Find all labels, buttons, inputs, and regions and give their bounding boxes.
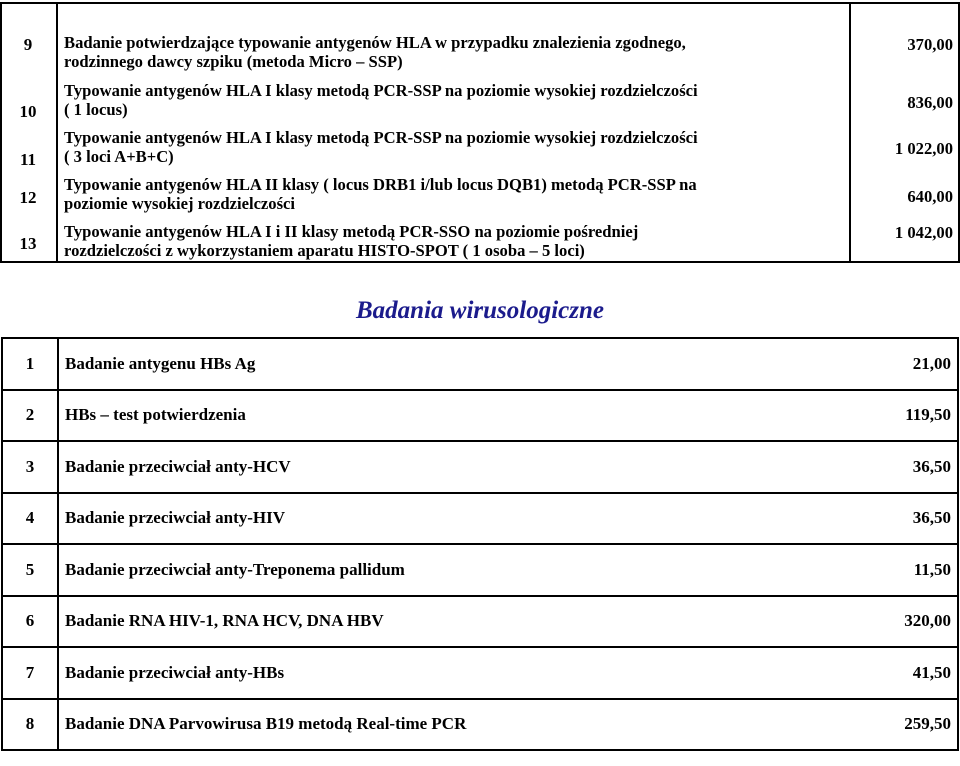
row-price: 640,00 [907, 187, 953, 206]
row-number: 6 [2, 596, 58, 648]
table-row [2, 596, 958, 648]
row-price: 36,50 [838, 493, 958, 545]
row-description: Badanie przeciwciał anty-HBs [58, 647, 838, 699]
row-description: HBs – test potwierdzenia [58, 390, 838, 442]
row-price: 1 022,00 [894, 139, 953, 158]
table-row [2, 338, 958, 390]
row-price: 36,50 [838, 441, 958, 493]
row-number: 12 [19, 188, 37, 207]
row-number: 1 [2, 338, 58, 390]
row-number: 4 [2, 493, 58, 545]
row-price: 259,50 [838, 699, 958, 751]
row-number: 10 [19, 102, 37, 121]
row-description: Badanie DNA Parvowirusa B19 metodą Real-time PCR [58, 699, 838, 751]
virology-table [1, 337, 959, 751]
row-description: Badanie przeciwciał anty-HCV [58, 441, 838, 493]
table-row [2, 493, 958, 545]
row-description: Typowanie antygenów HLA I klasy metodą PCR-SSP na poziomie wysokiej rozdzielczości ( 1 locus) [64, 81, 698, 119]
row-description: Badanie potwierdzające typowanie antygenów HLA w przypadku znalezienia zgodnego, rodzinnego dawcy szpiku (metoda Micro – SSP) [64, 33, 686, 71]
row-number: 7 [2, 647, 58, 699]
table-row [2, 390, 958, 442]
row-number: 5 [2, 544, 58, 596]
price-list [0, 2, 960, 751]
row-description: Typowanie antygenów HLA I i II klasy metodą PCR-SSO na poziomie pośredniej rozdzielczości z wykorzystaniem aparatu HISTO-SPOT ( 1 osoba – 5 loci) [64, 222, 639, 260]
row-number: 11 [19, 150, 37, 169]
row-description: Badanie przeciwciał anty-Treponema pallidum [58, 544, 838, 596]
row-price: 21,00 [838, 338, 958, 390]
table-row [2, 544, 958, 596]
row-price: 119,50 [838, 390, 958, 442]
table-row [2, 441, 958, 493]
section-heading-block [0, 263, 960, 337]
hla-typing-block [0, 2, 960, 263]
section-title: Badania wirusologiczne [356, 297, 604, 324]
row-number: 9 [23, 35, 33, 54]
row-price: 41,50 [838, 647, 958, 699]
table-row [2, 647, 958, 699]
row-number: 8 [2, 699, 58, 751]
row-description: Badanie przeciwciał anty-HIV [58, 493, 838, 545]
row-number: 2 [2, 390, 58, 442]
row-price: 11,50 [838, 544, 958, 596]
row-description: Typowanie antygenów HLA II klasy ( locus DRB1 i/lub locus DQB1) metodą PCR-SSP na poziomie wysokiej rozdzielczości [64, 175, 697, 213]
row-price: 1 042,00 [894, 223, 953, 242]
row-description: Badanie RNA HIV-1, RNA HCV, DNA HBV [58, 596, 838, 648]
row-price: 320,00 [838, 596, 958, 648]
row-number: 13 [19, 234, 37, 253]
row-number: 3 [2, 441, 58, 493]
row-description: Badanie antygenu HBs Ag [58, 338, 838, 390]
row-price: 370,00 [907, 35, 953, 54]
table-row [2, 699, 958, 751]
row-description: Typowanie antygenów HLA I klasy metodą PCR-SSP na poziomie wysokiej rozdzielczości ( 3 loci A+B+C) [64, 128, 698, 166]
row-price: 836,00 [907, 93, 953, 112]
